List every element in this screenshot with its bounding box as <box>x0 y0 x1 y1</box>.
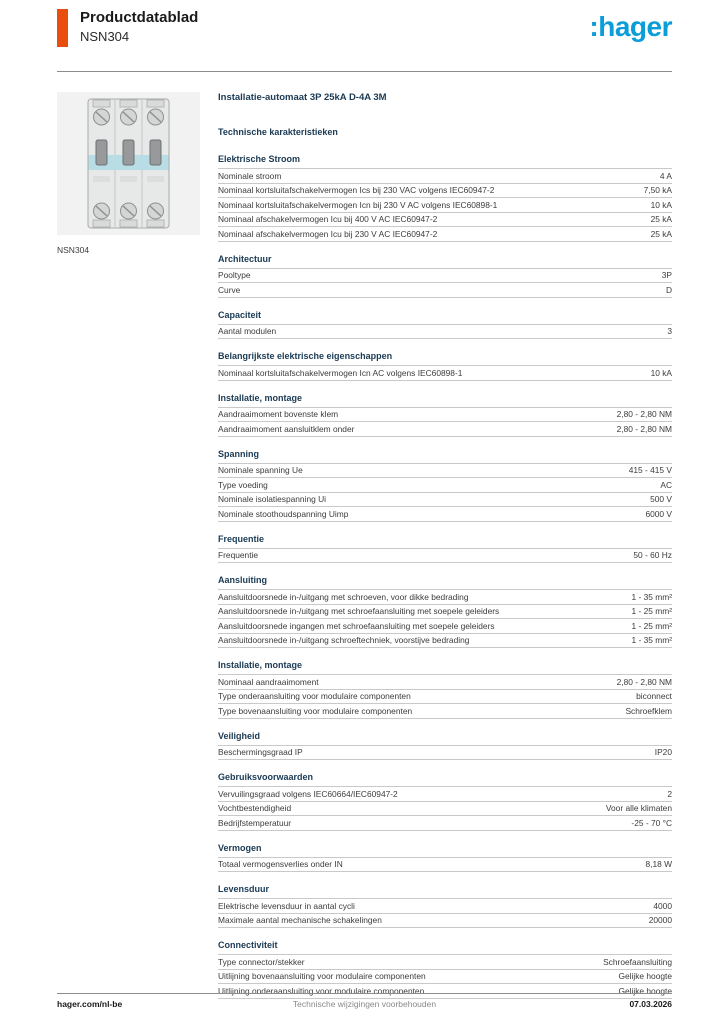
spec-value: 2,80 - 2,80 NM <box>616 423 672 434</box>
spec-value: 4000 <box>653 900 672 911</box>
spec-label: Aandraaimoment bovenste klem <box>218 409 339 419</box>
spec-row <box>218 269 672 284</box>
spec-label: Nominaal aandraaimoment <box>218 676 319 687</box>
spec-value: IP20 <box>654 747 672 757</box>
spec-label: Pooltype <box>218 270 251 280</box>
spec-label: Nominaal kortsluitafschakelvermogen Icn bij 230 V AC volgens IEC60898-1 <box>218 199 498 210</box>
spec-value: 500 V <box>650 494 672 504</box>
spec-label: Aansluitdoorsnede ingangen met schroefaansluiting met soepele geleiders <box>218 620 495 631</box>
spec-row <box>218 283 672 298</box>
section-heading: Architectuur <box>218 254 672 269</box>
spec-value: 25 kA <box>650 228 672 239</box>
spec-section <box>218 884 672 928</box>
spec-label: Uitlijning bovenaansluiting voor modulaire componenten <box>218 971 426 981</box>
spec-label: Nominaal kortsluitafschakelvermogen Ics bij 230 VAC volgens IEC60947-2 <box>218 185 495 195</box>
spec-row <box>218 970 672 985</box>
spec-label: Type onderaansluiting voor modulaire componenten <box>218 691 411 701</box>
spec-value: -25 - 70 °C <box>631 817 672 828</box>
spec-row <box>218 169 672 184</box>
spec-label: Frequentie <box>218 550 259 560</box>
content-area <box>57 92 672 999</box>
section-heading: Levensduur <box>218 884 672 899</box>
spec-label: Nominale stroom <box>218 170 282 181</box>
spec-row <box>218 605 672 620</box>
header-divider <box>57 71 672 72</box>
spec-row <box>218 549 672 564</box>
spec-row <box>218 899 672 914</box>
spec-label: Nominaal afschakelvermogen Icu bij 230 V AC IEC60947-2 <box>218 228 438 239</box>
product-reference: NSN304 <box>80 29 130 44</box>
spec-value: 25 kA <box>650 214 672 224</box>
spec-sections <box>218 154 672 999</box>
spec-label: Nominale isolatiespanning Ui <box>218 494 327 504</box>
spec-row <box>218 690 672 705</box>
spec-value: 10 kA <box>650 367 672 378</box>
spec-value: Schroefaansluiting <box>603 956 672 967</box>
spec-label: Curve <box>218 284 241 295</box>
accent-square <box>57 9 68 47</box>
product-image-caption: NSN304 <box>57 245 90 255</box>
spec-row <box>218 704 672 719</box>
spec-label: Bedrijfstemperatuur <box>218 817 292 828</box>
spec-row <box>218 227 672 242</box>
spec-label: Maximale aantal mechanische schakelingen <box>218 915 382 925</box>
spec-value: 2,80 - 2,80 NM <box>616 409 672 419</box>
section-heading: Installatie, montage <box>218 660 672 675</box>
section-heading: Gebruiksvoorwaarden <box>218 772 672 787</box>
spec-section <box>218 393 672 437</box>
section-heading: Installatie, montage <box>218 393 672 408</box>
spec-value: Gelijke hoogte <box>618 985 672 996</box>
spec-label: Nominaal kortsluitafschakelvermogen Icn AC volgens IEC60898-1 <box>218 367 463 378</box>
spec-row <box>218 802 672 817</box>
spec-value: D <box>665 284 672 295</box>
circuit-breaker-illustration <box>57 92 200 235</box>
section-heading: Spanning <box>218 449 672 464</box>
spec-row <box>218 675 672 690</box>
spec-label: Type voeding <box>218 479 268 490</box>
spec-label: Beschermingsgraad IP <box>218 747 303 757</box>
spec-value: Gelijke hoogte <box>618 971 672 981</box>
spec-section <box>218 660 672 719</box>
section-heading: Elektrische Stroom <box>218 154 672 169</box>
spec-label: Aantal modulen <box>218 326 277 336</box>
spec-value: 10 kA <box>650 199 672 210</box>
footer-date: 07.03.2026 <box>629 999 672 1009</box>
document-title: Productdatablad <box>80 9 199 26</box>
spec-value: Voor alle klimaten <box>605 803 672 813</box>
spec-value: 7,50 kA <box>643 185 672 195</box>
hager-logo: :hager <box>589 11 672 42</box>
spec-value: 1 - 35 mm² <box>631 635 672 645</box>
spec-row <box>218 590 672 605</box>
specs-column <box>218 92 672 999</box>
spec-row <box>218 198 672 213</box>
spec-section <box>218 449 672 522</box>
footer-notice: Technische wijzigingen voorbehouden <box>292 999 437 1009</box>
spec-section <box>218 940 672 999</box>
spec-row <box>218 619 672 634</box>
spec-value: 8,18 W <box>645 859 672 869</box>
spec-row <box>218 184 672 199</box>
section-heading: Veiligheid <box>218 731 672 746</box>
spec-label: Aandraaimoment aansluitklem onder <box>218 423 355 434</box>
spec-value: 3 <box>667 326 672 336</box>
spec-value: 50 - 60 Hz <box>633 550 672 560</box>
spec-section <box>218 731 672 761</box>
spec-row <box>218 422 672 437</box>
spec-row <box>218 787 672 802</box>
spec-value: biconnect <box>636 691 672 701</box>
spec-value: 2 <box>667 788 672 799</box>
section-heading: Frequentie <box>218 534 672 549</box>
spec-value: 3P <box>661 270 672 280</box>
spec-label: Vochtbestendigheid <box>218 803 292 813</box>
spec-label: Totaal vermogensverlies onder IN <box>218 859 343 869</box>
spec-label: Type bovenaansluiting voor modulaire componenten <box>218 705 413 716</box>
spec-row <box>218 507 672 522</box>
spec-value: 4 A <box>659 170 672 181</box>
section-heading: Capaciteit <box>218 310 672 325</box>
spec-section <box>218 772 672 831</box>
product-image-column <box>57 92 200 999</box>
page-footer <box>57 993 672 1009</box>
spec-row <box>218 493 672 508</box>
spec-label: Aansluitdoorsnede in-/uitgang met schroefaansluiting met soepele geleiders <box>218 606 500 616</box>
section-heading: Vermogen <box>218 843 672 858</box>
spec-row <box>218 366 672 381</box>
spec-label: Vervuilingsgraad volgens IEC60664/IEC60947-2 <box>218 788 398 799</box>
spec-value: 1 - 35 mm² <box>631 591 672 602</box>
spec-row <box>218 634 672 649</box>
spec-value: 6000 V <box>645 508 672 519</box>
spec-row <box>218 858 672 873</box>
spec-value: 20000 <box>648 915 672 925</box>
spec-label: Uitlijning onderaansluiting voor modulaire componenten <box>218 985 425 996</box>
product-image <box>57 92 200 235</box>
spec-section <box>218 351 672 381</box>
product-title: Installatie-automaat 3P 25kA D-4A 3M <box>218 92 387 103</box>
spec-value: 1 - 25 mm² <box>631 606 672 616</box>
spec-value: Schroefklem <box>625 705 672 716</box>
spec-label: Aansluitdoorsnede in-/uitgang met schroeven, voor dikke bedrading <box>218 591 469 602</box>
spec-row <box>218 213 672 228</box>
spec-section <box>218 254 672 298</box>
spec-row <box>218 408 672 423</box>
spec-section <box>218 154 672 242</box>
footer-site-link[interactable]: hager.com/nl-be <box>57 999 123 1009</box>
section-heading: Connectiviteit <box>218 940 672 955</box>
spec-label: Nominale spanning Ue <box>218 465 303 475</box>
section-heading: Belangrijkste elektrische eigenschappen <box>218 351 672 366</box>
technical-characteristics-heading: Technische karakteristieken <box>218 127 338 137</box>
spec-value: 415 - 415 V <box>628 465 672 475</box>
spec-row <box>218 478 672 493</box>
spec-row <box>218 914 672 929</box>
spec-label: Aansluitdoorsnede in-/uitgang schroeftechniek, voorstijve bedrading <box>218 635 470 645</box>
spec-section <box>218 534 672 564</box>
spec-section <box>218 310 672 340</box>
spec-value: 2,80 - 2,80 NM <box>616 676 672 687</box>
spec-section <box>218 843 672 873</box>
spec-row <box>218 464 672 479</box>
spec-label: Type connector/stekker <box>218 956 305 967</box>
spec-label: Elektrische levensduur in aantal cycli <box>218 900 355 911</box>
header-titles <box>80 9 198 45</box>
spec-value: 1 - 25 mm² <box>631 620 672 631</box>
spec-label: Nominale stoothoudspanning Uimp <box>218 508 349 519</box>
spec-section <box>218 575 672 648</box>
spec-row <box>218 816 672 831</box>
spec-row <box>218 746 672 761</box>
spec-label: Nominaal afschakelvermogen Icu bij 400 V AC IEC60947-2 <box>218 214 438 224</box>
page-header <box>57 9 672 47</box>
spec-row <box>218 325 672 340</box>
spec-row <box>218 955 672 970</box>
spec-value: AC <box>660 479 672 490</box>
section-heading: Aansluiting <box>218 575 672 590</box>
